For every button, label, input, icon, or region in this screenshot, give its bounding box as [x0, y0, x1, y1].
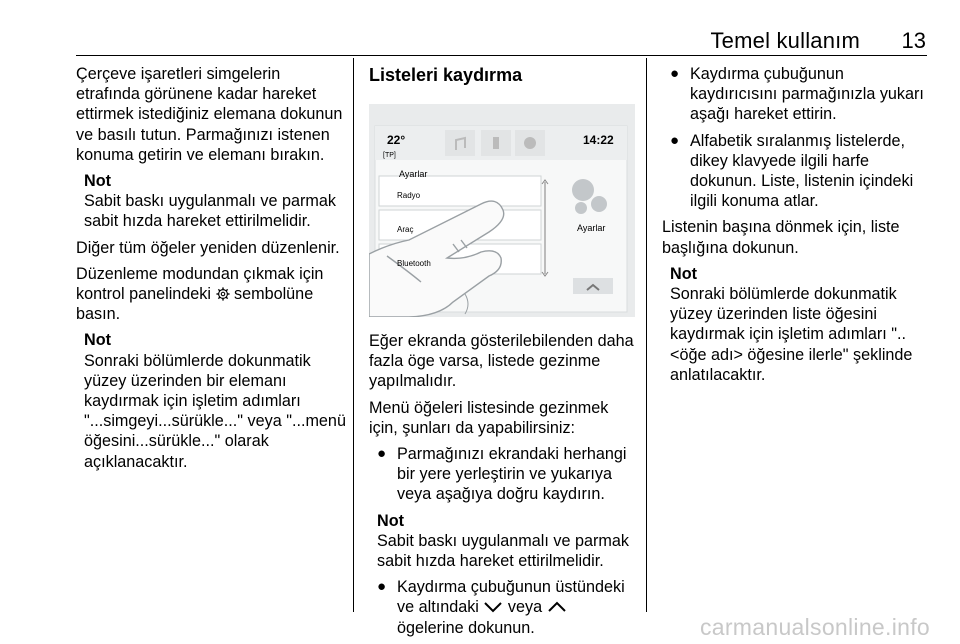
screen-list-item[interactable]: Radyo — [397, 191, 421, 200]
watermark: carmanualsonline.info — [699, 614, 930, 640]
bullet-item — [369, 444, 635, 505]
touchscreen-figure — [369, 104, 635, 317]
screen-temperature: 22° — [387, 133, 406, 147]
note-text: Sonraki bölümlerde dokunmatik yüzey üzerinden bir elemanı kaydırmak için işletim adımları "...simgeyi...sürükle..." veya "...menü öğesini...sürükle..." olarak açıklanacaktır. — [84, 351, 346, 471]
paragraph: Listenin başına dönmek için, liste başlığına dokunun. — [662, 218, 900, 257]
note — [662, 264, 928, 385]
bullet-text: Parmağınızı ekrandaki herhangi bir yere yerleştirin ve yukarıya veya aşağıya doğru kaydırın. — [397, 445, 627, 504]
bullet-item — [662, 131, 928, 212]
bullet-dot-icon: ● — [377, 445, 387, 463]
chevron-down-icon — [483, 600, 503, 614]
phone-icon — [493, 137, 499, 149]
note-title: Not — [377, 511, 404, 530]
bullet-item — [662, 64, 928, 125]
paragraph: Çerçeve işaretleri simgelerin etrafında görünene kadar hareket ettirmek istediğiniz elemana dokunun ve basılı tutun. Parmağınızı istenen konuma getirin ve elemanı bırakın. — [76, 65, 343, 164]
page-number: 13 — [901, 28, 926, 53]
bullet-text: Alfabetik sıralanmış listelerde, dikey klavyede ilgili harfe dokunun. Liste, listenin içindeki ilgili konuma atlar. — [690, 131, 914, 211]
settings-gear-icon — [216, 287, 230, 301]
bullet-item — [369, 577, 635, 638]
bullet-text: Kaydırma çubuğunun kaydırıcısını parmağınızla yukarı aşağı hareket ettirin. — [690, 65, 924, 124]
note-title: Not — [670, 264, 697, 283]
column-divider-2 — [646, 58, 647, 612]
screen-tp-label: [TP] — [383, 152, 396, 159]
screen-menu-title: Ayarlar — [399, 169, 428, 179]
paragraph-part: sembolüne basın. — [76, 285, 314, 324]
note-text: Sonraki bölümlerde dokunmatik yüzey üzerinden liste öğesini kaydırmak için işletim adımları "..<öğe adı> öğesine ilerle" şeklinde anlatılacaktır. — [670, 285, 913, 384]
section-heading: Listeleri kaydırma — [369, 65, 523, 85]
bullet-text: Kaydırma çubuğunun üstündeki ve altındaki — [397, 578, 625, 617]
note-title: Not — [84, 331, 111, 350]
bullet-text: ögelerine dokunun. — [397, 618, 535, 637]
header-title: Temel kullanım — [710, 28, 860, 53]
paragraph-part: Düzenleme modundan çıkmak için kontrol panelindeki — [76, 264, 324, 304]
note-text: Sabit baskı uygulanmalı ve parmak sabit hızda hareket ettirilmelidir. — [377, 531, 629, 571]
screen-clock: 14:22 — [583, 133, 614, 147]
column-divider-1 — [353, 58, 354, 612]
paragraph: Diğer tüm öğeler yeniden düzenlenir. — [76, 238, 340, 257]
column-1 — [76, 64, 348, 478]
bullet-text: veya — [507, 598, 543, 617]
screen-side-label: Ayarlar — [577, 223, 606, 233]
screen-list-item[interactable]: Bluetooth — [397, 259, 431, 268]
bullet-dot-icon: ● — [670, 131, 680, 149]
column-3 — [662, 64, 928, 391]
paragraph — [76, 264, 348, 325]
column-2 — [369, 64, 635, 644]
paragraph: Menü öğeleri listesinde gezinmek için, şunları da yapabilirsiniz: — [369, 398, 609, 437]
globe-icon — [524, 137, 536, 149]
chevron-up-icon — [547, 600, 567, 614]
note-title: Not — [84, 172, 111, 191]
bullet-dot-icon: ● — [670, 65, 680, 82]
header-rule — [76, 55, 927, 56]
note — [369, 511, 635, 572]
bullet-dot-icon: ● — [377, 578, 387, 596]
note — [76, 171, 348, 232]
paragraph: Eğer ekranda gösterilebilenden daha fazla öge varsa, listede gezinme yapılmalıdır. — [369, 332, 634, 391]
screen-list-item[interactable]: Araç — [397, 225, 414, 234]
note — [76, 330, 348, 471]
note-text: Sabit baskı uygulanmalı ve parmak sabit hızda hareket ettirilmelidir. — [84, 192, 336, 231]
